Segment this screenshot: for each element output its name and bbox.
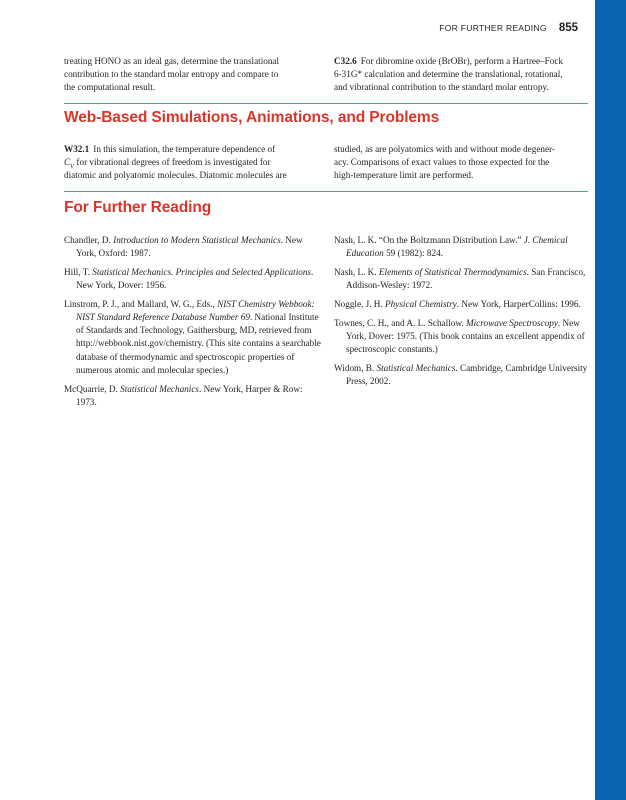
reference-author: Nash, L. K. [334, 266, 379, 277]
section-divider [64, 103, 588, 104]
text-line: and vibrational contribution to the standard molar entropy. [334, 82, 549, 93]
reference-details: . Cambridge, Cambridge University Press, 2002. [346, 362, 588, 386]
text-line: 6-31G* calculation and determine the translational, rotational, [334, 69, 563, 80]
running-head-title: FOR FURTHER READING [439, 23, 547, 33]
reference-title: NIST Chemistry Webbook: NIST Standard Reference Database Number 69 [76, 298, 315, 323]
section-heading-reading: For Further Reading [64, 199, 212, 216]
problem-text: For dibromine oxide (BrOBr), perform a Hartree–Fock [360, 56, 564, 66]
reference-item [64, 383, 322, 409]
text-line: studied, as are polyatomics with and without mode degener- [334, 144, 556, 154]
reference-title: Physical Chemistry [385, 298, 457, 309]
reference-item [64, 234, 322, 260]
reference-details: . San Francisco, Addison-Wesley: 1972. [346, 266, 586, 291]
reference-details: . New York, Oxford: 1987. [76, 235, 303, 259]
reference-title: Elements of Statistical Thermodynamics [378, 266, 527, 277]
reference-author: Nash, L. K. “On the Boltzmann Distribution Law.” [334, 235, 524, 245]
math-subscript: V [70, 163, 75, 171]
reference-author: McQuarrie, D. [64, 383, 121, 394]
reference-author: Chandler, D. [64, 235, 114, 245]
reference-details: . New York, Harper & Row: 1973. [76, 383, 303, 407]
problem-text: for vibrational degrees of freedom is investigated for [74, 157, 271, 168]
reference-author: Widom, B. [334, 362, 377, 373]
reference-title: Introduction to Modern Statistical Mechanics [113, 235, 281, 245]
problem-id: W32.1 [64, 144, 90, 154]
text-line: contribution to the standard molar entropy and compare to [64, 69, 279, 80]
text-line: the computational result. [64, 82, 156, 93]
problem-w32-1-continued [334, 143, 588, 183]
reference-item [334, 362, 588, 388]
reference-details: . New York, Dover: 1956. [76, 266, 314, 291]
reference-title: J. Chemical Education [346, 235, 568, 259]
text-line [64, 156, 322, 169]
reference-details: . National Institute of Standards and Technology, Gaithersburg, MD, retrieved from http://webbook.nist.gov/chemistry. (This site contains a searchable database of thermodynamic and spectroscopic properties of numerous atomic and molecular species.) [76, 312, 321, 375]
reference-author: Townes, C. H., and A. L. Schallow. [334, 317, 466, 328]
section-divider [64, 191, 588, 192]
reference-list-right [334, 234, 588, 394]
problem-c32-6 [334, 55, 588, 95]
reference-author: Hill, T. [64, 266, 93, 277]
text-line: treating HONO as an ideal gas, determine the translational [64, 56, 280, 66]
reference-details: . New York, HarperCollins: 1996. [456, 298, 581, 309]
problem-id: C32.6 [334, 56, 357, 66]
text-line [334, 55, 588, 68]
problem-text: In this simulation, the temperature dependence of [93, 144, 276, 154]
reference-title: Statistical Mechanics [376, 362, 456, 373]
reference-title: Microwave Spectroscopy [465, 317, 558, 328]
math-symbol: C [64, 157, 71, 168]
text-line: acy. Comparisons of exact values to those expected for the [334, 157, 550, 168]
reference-list-left [64, 234, 322, 414]
reference-details: 59 (1982): 824. [383, 248, 443, 259]
reference-item [334, 298, 588, 311]
text-line: high-temperature limit are performed. [334, 170, 474, 181]
text-line: diatomic and polyatomic molecules. Diatomic molecules are [64, 170, 287, 181]
reference-title: Statistical Mechanics [120, 383, 199, 394]
reference-item [334, 234, 588, 260]
reference-author: Noggle, J. H. [334, 298, 386, 309]
reference-details: . New York, Dover: 1975. (This book contains an excellent appendix of spectroscopic constants.) [346, 317, 585, 354]
problem-continuation [64, 55, 322, 95]
reference-item [334, 317, 588, 357]
section-heading-web: Web-Based Simulations, Animations, and Problems [64, 109, 440, 126]
reference-title: Statistical Mechanics. Principles and Selected Applications [92, 266, 312, 277]
running-header [439, 22, 578, 34]
reference-item [64, 298, 322, 377]
text-line [64, 143, 322, 156]
problem-w32-1 [64, 143, 322, 183]
page-number: 855 [558, 22, 578, 34]
page-edge-color-tab [595, 0, 626, 800]
reference-item [334, 266, 588, 292]
reference-item [64, 266, 322, 292]
reference-author: Linstrom, P. J., and Mallard, W. G., Eds., [64, 298, 218, 309]
